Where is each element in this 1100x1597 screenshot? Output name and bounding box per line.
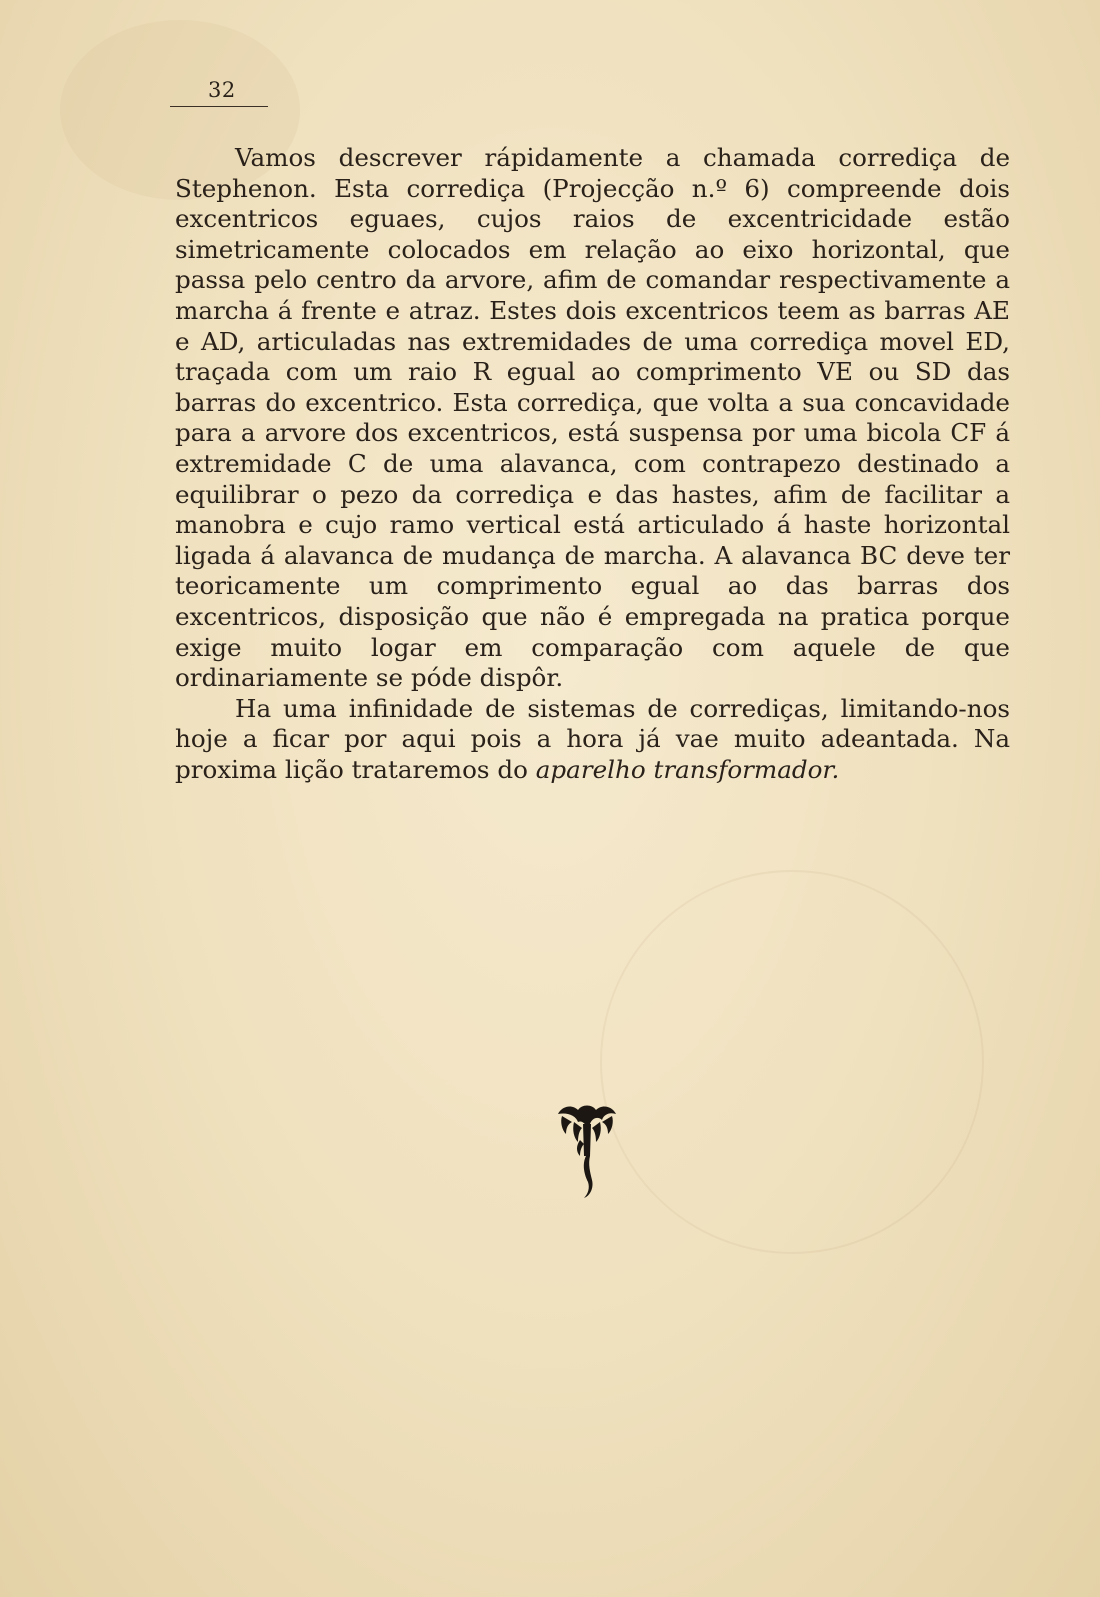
floral-tailpiece-icon bbox=[552, 1100, 622, 1200]
paper-stain bbox=[600, 870, 984, 1254]
paragraph-text: Ha uma infinidade de sistemas de corrediças, limitando-nos hoje a ficar por aqui pois a hora já vae muito adeantada. Na proxima lição trataremos do bbox=[175, 693, 1010, 784]
page-header bbox=[170, 72, 268, 107]
italic-term: aparelho transformador. bbox=[535, 754, 840, 784]
page-number: 32 bbox=[208, 78, 236, 102]
paragraph bbox=[175, 694, 1010, 786]
paragraph: Vamos descrever rápidamente a chamada corrediça de Stephenon. Esta corrediça (Projecção n.º 6) compreende dois excentricos eguaes, cujos raios de excentricidade estão simetricamente colocados em relação ao eixo horizontal, que passa pelo centro da arvore, afim de comandar respectivamente a marcha á frente e atraz. Estes dois excentricos teem as barras AE e AD, articuladas nas extremidades de uma corrediça movel ED, traçada com um raio R egual ao comprimento VE ou SD das barras do excentrico. Esta corrediça, que volta a sua concavidade para a arvore dos excentricos, está suspensa por uma bicola CF á extremidade C de uma alavanca, com contrapezo destinado a equilibrar o pezo da corrediça e das hastes, afim de facilitar a manobra e cujo ramo vertical está articulado á haste horizontal ligada á alavanca de mudança de marcha. A alavanca BC deve ter teoricamente um comprimento egual ao das barras dos excentricos, disposição que não é empregada na pratica porque exige muito logar em comparação com aquele de que ordinariamente se póde dispôr. bbox=[175, 143, 1010, 693]
body-text bbox=[175, 143, 1010, 785]
